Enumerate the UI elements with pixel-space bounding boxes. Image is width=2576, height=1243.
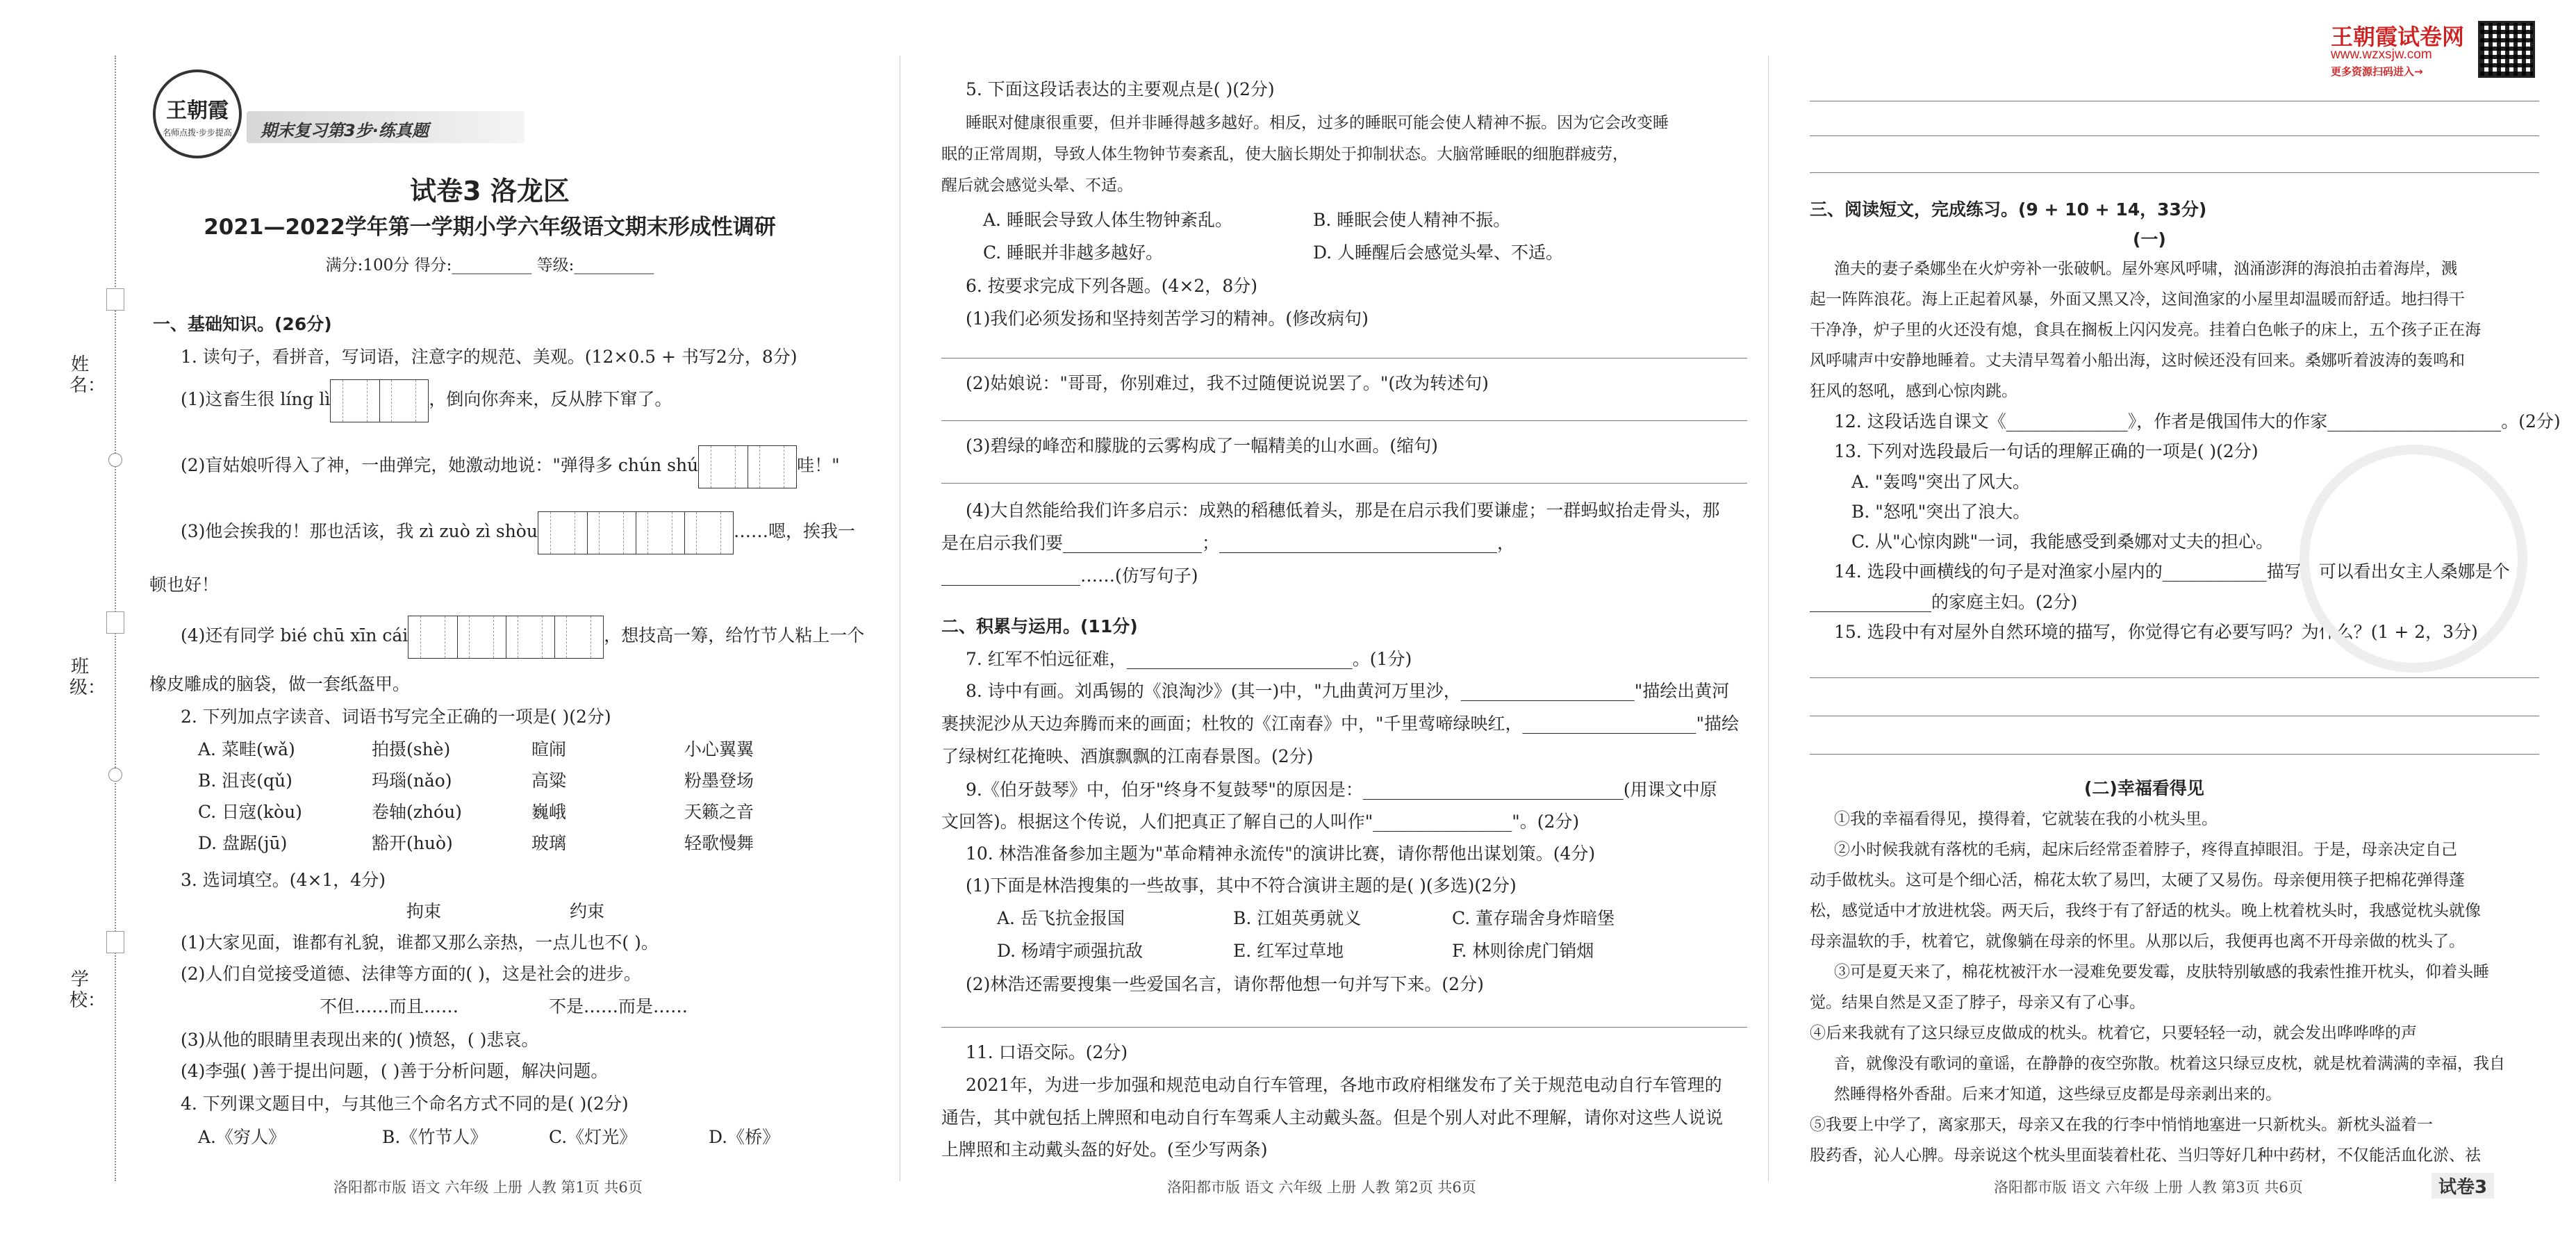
- logo-sub: 名师点拨·步步提高: [163, 128, 232, 138]
- q2-option-cell[interactable]: B. 沮丧(qǔ): [198, 771, 292, 791]
- question-13: 13. 下列对选段最后一句话的理解正确的一项是( )(2分): [1834, 441, 2259, 461]
- q4-opt-c[interactable]: C.《灯光》: [549, 1127, 637, 1147]
- passage-2-line: ④后来我就有了这只绿豆皮做成的枕头。枕着它，只要轻轻一动，就会发出哗哗哗的声: [1810, 1024, 2417, 1042]
- q10-opt-f[interactable]: F. 林则徐虎门销烟: [1452, 941, 1594, 961]
- question-1: 1. 读句子，看拼音，写词语，注意字的规范、美观。(12×0.5 + 书写2分，8分): [181, 347, 798, 367]
- school-label: 学校：: [69, 969, 106, 1011]
- q10-opt-e[interactable]: E. 红军过草地: [1233, 941, 1344, 961]
- question-8c: 了绿树红花掩映、酒旗飘飘的江南春景图。(2分): [941, 746, 1314, 766]
- answer-line[interactable]: [1810, 135, 2539, 136]
- q3-1: (1)大家见面，谁都有礼貌，谁都又那么亲热，一点儿也不( )。: [181, 932, 659, 953]
- q6-1: (1)我们必须发扬和坚持刻苦学习的精神。(修改病句): [966, 308, 1369, 329]
- q1-2-prompt: (2)盲姑娘听得入了神，一曲弹完，她激动地说："弹得多 chún shú: [181, 455, 699, 475]
- q1-3-prompt: (3)他会挨我的！那也活该，我 zì zuò zì shòu: [181, 521, 538, 541]
- brand-url: www.wzxsjw.com: [2331, 47, 2432, 62]
- q2-option-cell: 暄闹: [531, 739, 567, 759]
- question-1-4: [181, 615, 864, 659]
- question-11: 11. 口语交际。(2分): [966, 1042, 1128, 1062]
- question-9b: 文回答)。根据这个传说，人们把真正了解自己的人叫作"________________"。(2分): [941, 812, 1580, 832]
- q3-word-2: 约束: [570, 901, 605, 921]
- q4-opt-b[interactable]: B.《竹节人》: [382, 1127, 488, 1147]
- q2-option-cell: 卷轴(zhóu): [372, 802, 462, 822]
- answer-line[interactable]: [941, 483, 1747, 484]
- q6-4a: (4)大自然能给我们许多启示：成熟的稻穗低着头，那是在启示我们要谦虚；一群蚂蚁抬走骨头，那: [966, 500, 1720, 520]
- q5-para-1: 睡眠对健康很重要，但并非睡得越多越好。相反，过多的睡眠可能会使人精神不振。因为它会改变睡: [966, 114, 1669, 132]
- page-1: [104, 0, 875, 1243]
- logo-text: 王朝霞: [166, 99, 229, 123]
- passage-2-line: 松，感觉适中才放进枕袋。两天后，我终于有了舒适的枕头。晚上枕着枕头时，我感觉枕头就像: [1810, 902, 2481, 920]
- question-1-1: [181, 379, 672, 422]
- banner-label: 期末复习第3步·练真题: [261, 121, 429, 140]
- passage-2-line: 音，就像没有歌词的童谣，在静静的夜空弥散。枕着这只绿豆皮枕，就是枕着满满的幸福，我自: [1834, 1055, 2505, 1073]
- q10-2: (2)林浩还需要搜集一些爱国名言，请你帮他想一句并写下来。(2分): [966, 974, 1484, 994]
- q3-4: (4)李强( )善于提出问题，( )善于分析问题，解决问题。: [181, 1061, 609, 1081]
- question-9a: 9.《伯牙鼓琴》中，伯牙"终身不复鼓琴"的原因是：______________________________(用课文中原: [966, 780, 1717, 800]
- q2-option-cell: 拍摄(shè): [372, 739, 451, 759]
- q1-4-rest: ，想技高一筹，给竹节人粘上一个: [604, 625, 865, 645]
- question-8b: 裹挟泥沙从天边奔腾而来的画面；杜牧的《江南春》中，"千里莺啼绿映红，____________________"描绘: [941, 714, 1740, 734]
- q10-1: (1)下面是林浩搜集的一些故事，其中不符合演讲主题的是( )(多选)(2分): [966, 875, 1517, 896]
- page-3: [1792, 0, 2561, 1243]
- q5-opt-c[interactable]: C. 睡眠并非越多越好。: [983, 242, 1164, 263]
- q11-para-3: 上牌照和主动戴头盔的好处。(至少写两条): [941, 1139, 1268, 1160]
- q1-3-cont: 顿也好！: [149, 575, 220, 595]
- q11-para-1: 2021年，为进一步加强和规范电动自行车管理，各地市政府相继发布了关于规范电动自行车管理的: [966, 1075, 1722, 1095]
- answer-line[interactable]: [1810, 754, 2539, 755]
- q3-3: (3)从他的眼睛里表现出来的( )愤怒，( )悲哀。: [181, 1030, 539, 1050]
- banner: [247, 111, 525, 143]
- section-2-heading: 二、积累与运用。(11分): [941, 616, 1138, 636]
- writing-grid[interactable]: [408, 616, 604, 659]
- q10-opt-c[interactable]: C. 董存瑞舍身炸暗堡: [1452, 908, 1615, 928]
- q3-word-3: 不但……而且……: [320, 996, 459, 1016]
- page-divider: [1768, 56, 1769, 1181]
- brand-name: 王朝霞试卷网: [2331, 24, 2465, 50]
- q2-option-cell: 豁开(huò): [372, 833, 453, 853]
- passage-1-line: 起一阵阵浪花。海上正起着风暴，外面又黑又冷，这间渔家的小屋里却温暖而舒适。地扫得干: [1810, 290, 2465, 308]
- question-4: 4. 下列课文题目中，与其他三个命名方式不同的是( )(2分): [181, 1094, 629, 1114]
- q13-opt-c[interactable]: C. 从"心惊肉跳"一词，我能感受到桑娜对丈夫的担心。: [1851, 532, 2274, 552]
- paper-meta: 满分:100分 得分:__________ 等级:__________: [325, 256, 654, 274]
- q1-4-cont: 橡皮雕成的脑袋，做一套纸盔甲。: [149, 674, 411, 694]
- writing-grid[interactable]: [538, 511, 734, 554]
- question-12: 12. 这段话选自课文《______________》，作者是俄国伟大的作家____________________。(2分): [1834, 411, 2561, 431]
- passage-1-line: 干净净，炉子里的火还没有熄，食具在搁板上闪闪发亮。挂着白色帐子的床上，五个孩子正在海: [1810, 321, 2481, 339]
- question-15: 15. 选段中有对屋外自然环境的描写，你觉得它有必要写吗？为什么？(1 + 2，3分): [1834, 622, 2478, 642]
- passage-2-line: ⑤我要上中学了，离家那天，母亲又在我的行李中悄悄地塞进一只新枕头。新枕头溢着一: [1810, 1116, 2433, 1134]
- question-1-2: [181, 445, 840, 488]
- section-3-heading: 三、阅读短文，完成练习。(9 + 10 + 14，33分): [1810, 199, 2207, 220]
- passage-2-line: ②小时候我就有落枕的毛病，起床后经常歪着脖子，疼得直掉眼泪。于是，母亲决定自己: [1834, 841, 2457, 859]
- q5-opt-a[interactable]: A. 睡眠会导致人体生物钟紊乱。: [983, 210, 1232, 230]
- q5-para-3: 醒后就会感觉头晕、不适。: [941, 176, 1133, 195]
- passage-2-line: 母亲温软的手，枕着它，就像躺在母亲的怀里。从那以后，我便再也离不开母亲做的枕头了。: [1810, 932, 2465, 950]
- q1-2-rest: 哇！": [797, 455, 840, 475]
- q1-1-rest: ，倒向你奔来，反从脖下窜了。: [429, 389, 672, 409]
- question-7: 7. 红军不怕远征难，__________________________。(1分): [966, 649, 1412, 669]
- q1-4-prompt: (4)还有同学 bié chū xīn cái: [181, 625, 408, 645]
- q1-1-prompt: (1)这畜生很 líng lì: [181, 389, 331, 409]
- passage-2-line: 然睡得格外香甜。后来才知道，这些绿豆皮都是母亲剥出来的。: [1834, 1085, 2281, 1103]
- question-5: 5. 下面这段话表达的主要观点是( )(2分): [966, 79, 1275, 99]
- part-2-heading: (二)幸福看得见: [2084, 778, 2204, 798]
- q4-opt-a[interactable]: A.《穷人》: [198, 1127, 286, 1147]
- q10-opt-d[interactable]: D. 杨靖宇顽强抗敌: [997, 941, 1143, 961]
- answer-line[interactable]: [1810, 677, 2539, 678]
- q3-word-4: 不是……而是……: [549, 996, 688, 1016]
- page-2-footer: 洛阳都市版 语文 六年级 上册 人教 第2页 共6页: [1167, 1179, 1476, 1196]
- q2-option-cell: 天籁之音: [684, 802, 754, 822]
- answer-line[interactable]: [941, 358, 1747, 359]
- paper-badge: 试卷3: [2431, 1173, 2494, 1199]
- logo-seal: [153, 69, 242, 158]
- section-1-heading: 一、基础知识。(26分): [153, 314, 332, 334]
- question-14b: ______________的家庭主妇。(2分): [1810, 592, 2078, 612]
- q11-para-2: 通告，其中就包括上牌照和电动自行车驾乘人主动戴头盔。但是个别人对此不理解，请你对这些人说说: [941, 1108, 1724, 1128]
- q13-opt-b[interactable]: B. "怒吼"突出了浪大。: [1851, 502, 2031, 522]
- passage-2-line: ①我的幸福看得见，摸得着，它就装在我的小枕头里。: [1834, 810, 2218, 828]
- q6-3: (3)碧绿的峰峦和朦胧的云雾构成了一幅精美的山水画。(缩句): [966, 436, 1438, 456]
- q2-option-cell: 高粱: [531, 771, 567, 791]
- q2-option-cell: 粉墨登场: [684, 771, 754, 791]
- q3-2: (2)人们自觉接受道德、法律等方面的( )，这是社会的进步。: [181, 964, 641, 984]
- q1-3-rest: ……嗯，挨我一: [733, 521, 855, 541]
- q5-opt-d[interactable]: D. 人睡醒后会感觉头晕、不适。: [1313, 242, 1564, 263]
- writing-grid[interactable]: [698, 445, 797, 488]
- q6-4c: ________________……(仿写句子): [941, 566, 1198, 586]
- paper-title: 试卷3 洛龙区: [410, 176, 570, 206]
- q6-2: (2)姑娘说："哥哥，你别难过，我不过随便说说罢了。"(改为转述句): [966, 373, 1489, 393]
- passage-2-line: 股药香，沁人心脾。母亲说这个枕头里面装着杜花、当归等好几种中药材，不仅能活血化淤、祛: [1810, 1146, 2481, 1164]
- paper-subtitle: 2021—2022学年第一学期小学六年级语文期末形成性调研: [204, 215, 776, 240]
- passage-2-line: 动手做枕头。这可是个细心活，棉花太软了易凹，太硬了又易伤。母亲便用筷子把棉花弹得蓬: [1810, 871, 2465, 889]
- page-2: [924, 0, 1744, 1243]
- q2-option-cell: 玛瑙(nǎo): [372, 771, 452, 791]
- q2-option-cell: 巍峨: [531, 802, 567, 822]
- question-3: 3. 选词填空。(4×1，4分): [181, 870, 386, 890]
- q10-opt-b[interactable]: B. 江姐英勇就义: [1233, 908, 1362, 928]
- passage-2-line: ③可是夏天来了，棉花枕被汗水一浸难免要发霉，皮肤特别敏感的我索性推开枕头，仰着头睡: [1834, 963, 2489, 981]
- page-3-footer: 洛阳都市版 语文 六年级 上册 人教 第3页 共6页: [1994, 1179, 2303, 1196]
- passage-1-line: 风呼啸声中安静地睡着。丈夫清早驾着小船出海，这时候还没有回来。桑娜听着波涛的轰鸣和: [1810, 352, 2465, 370]
- page-1-footer: 洛阳都市版 语文 六年级 上册 人教 第1页 共6页: [333, 1179, 643, 1196]
- q2-option-cell[interactable]: C. 日寇(kòu): [198, 802, 302, 822]
- q13-opt-a[interactable]: A. "轰鸣"突出了风大。: [1851, 472, 2030, 492]
- q2-option-cell: 轻歌慢舞: [684, 833, 754, 853]
- question-2: 2. 下列加点字读音、词语书写完全正确的一项是( )(2分): [181, 707, 611, 727]
- question-14a: 14. 选段中画横线的句子是对渔家小屋内的____________描写，可以看出女主人桑娜是个: [1834, 561, 2510, 582]
- q2-option-cell: 玻璃: [531, 833, 567, 853]
- q10-opt-a[interactable]: A. 岳飞抗金报国: [997, 908, 1125, 928]
- q3-word-1: 拘束: [406, 901, 442, 921]
- passage-1-line: 渔夫的妻子桑娜坐在火炉旁补一张破帆。屋外寒风呼啸，汹涌澎湃的海浪拍击着海岸，溅: [1834, 260, 2457, 278]
- question-10: 10. 林浩准备参加主题为"革命精神永流传"的演讲比赛，请你帮他出谋划策。(4分): [966, 843, 1596, 864]
- q6-4b: 是在启示我们要________________；________________________________，: [941, 533, 1515, 553]
- q5-opt-b[interactable]: B. 睡眠会使人精神不振。: [1313, 210, 1511, 230]
- passage-1-line: 狂风的怒吼，感到心惊肉跳。: [1810, 382, 2017, 400]
- passage-2-line: 觉。结果自然是又歪了脖子，母亲又有了心事。: [1810, 994, 2145, 1012]
- qr-code-icon[interactable]: [2478, 21, 2535, 78]
- writing-grid[interactable]: [330, 379, 429, 422]
- answer-line[interactable]: [1810, 172, 2539, 173]
- answer-line[interactable]: [941, 420, 1747, 421]
- q4-opt-d[interactable]: D.《桥》: [709, 1127, 780, 1147]
- q2-option-cell[interactable]: D. 盘踞(jū): [198, 833, 288, 853]
- watermark-seal: [2300, 445, 2527, 673]
- brand-tagline: 更多资源扫码进入→: [2331, 65, 2423, 78]
- question-6: 6. 按要求完成下列各题。(4×2，8分): [966, 276, 1257, 296]
- question-1-3: [181, 511, 855, 554]
- brand-block[interactable]: [2331, 19, 2539, 82]
- q2-option-cell: 小心翼翼: [684, 739, 754, 759]
- q5-para-2: 眠的正常周期，导致人体生物钟节奏紊乱，使大脑长期处于抑制状态。大脑常睡眠的细胞群疲劳，: [941, 145, 1628, 163]
- part-1-heading: (一): [2133, 229, 2166, 249]
- name-label: 姓名：: [69, 354, 106, 396]
- q2-option-cell[interactable]: A. 菜畦(wǎ): [198, 739, 295, 759]
- class-label: 班级：: [69, 657, 106, 698]
- answer-line[interactable]: [941, 1027, 1747, 1028]
- question-8a: 8. 诗中有画。刘禹锡的《浪淘沙》(其一)中，"九曲黄河万里沙，____________________"描绘出黄河: [966, 681, 1730, 701]
